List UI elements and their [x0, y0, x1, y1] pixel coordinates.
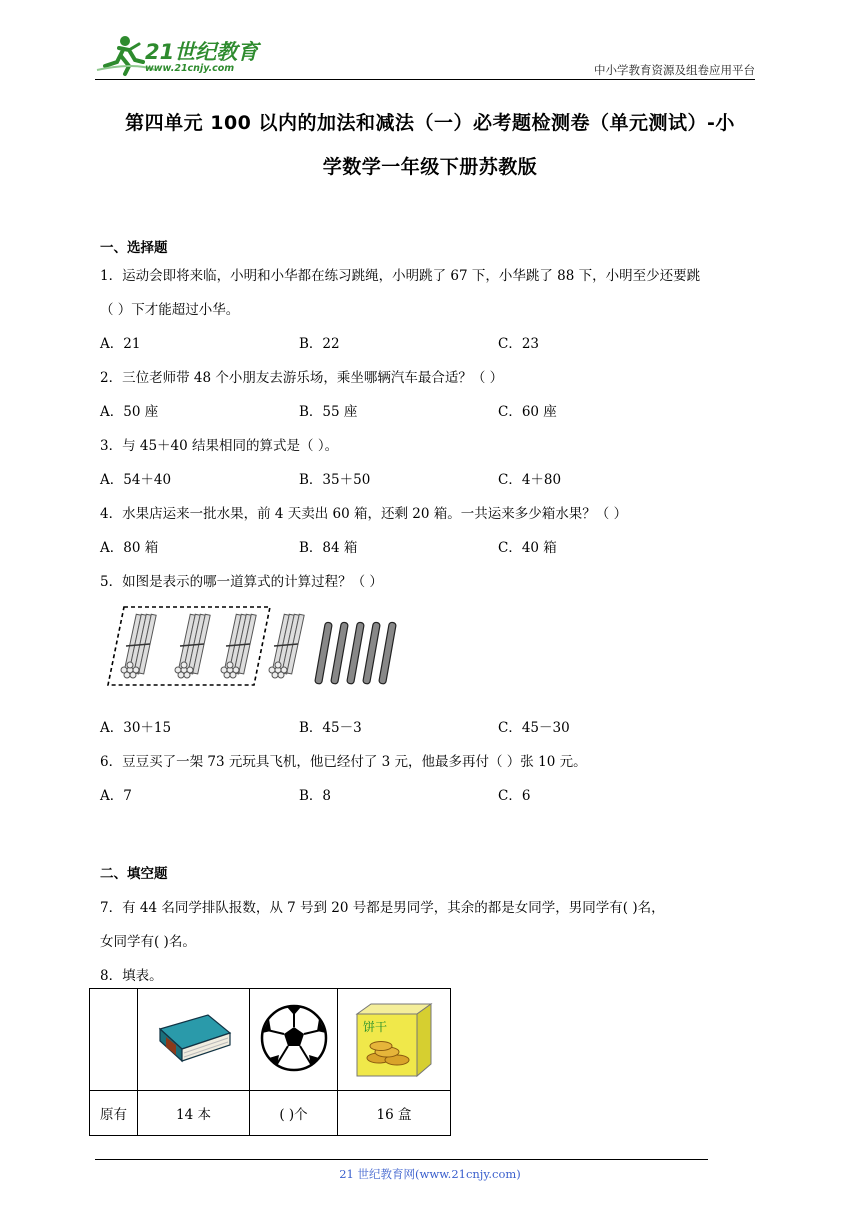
q6-option-b: B．8 — [299, 788, 332, 804]
bundle-of-ten-icon — [175, 614, 210, 678]
q1-option-b: B．22 — [299, 336, 340, 352]
logo-url: www.21cnjy.com — [145, 63, 235, 74]
q5-option-c: C．45－30 — [498, 720, 570, 736]
q2-option-c: C．60 座 — [498, 404, 557, 420]
q4-option-c: C．40 箱 — [498, 540, 557, 556]
ball-cell — [250, 989, 338, 1091]
q4-option-a: A．80 箱 — [100, 540, 159, 556]
balls-count-cell: ( )个 — [250, 1091, 338, 1136]
q5-option-b: B．45－3 — [299, 720, 362, 736]
question-7-line2: 女同学有( )名。 — [100, 934, 196, 950]
logo-text: 21世纪教育 — [145, 40, 259, 64]
boxes-count-cell: 16 盒 — [338, 1091, 451, 1136]
q6-option-c: C．6 — [498, 788, 531, 804]
stick-bundles-figure — [104, 604, 424, 688]
question-6: 6．豆豆买了一架 73 元玩具飞机，他已经付了 3 元，他最多再付（ ）张 10 元。 — [100, 754, 587, 770]
books-count-cell: 14 本 — [138, 1091, 250, 1136]
biscuit-label: 饼干 — [363, 1019, 388, 1034]
q3-option-a: A．54＋40 — [100, 472, 172, 488]
book-icon — [154, 1011, 234, 1065]
footer-text: 21 世纪教育网(www.21cnjy.com) — [339, 1167, 521, 1181]
q1-option-a: A．21 — [100, 336, 141, 352]
question-7-line1: 7．有 44 名同学排队报数，从 7 号到 20 号都是男同学，其余的都是女同学，男同学有( )名， — [100, 900, 665, 916]
book-cell — [138, 989, 250, 1091]
q6-option-a: A．7 — [100, 788, 132, 804]
q3-option-b: B．35＋50 — [299, 472, 371, 488]
site-label: 中小学教育资源及组卷应用平台 — [594, 63, 755, 77]
section-heading-choice: 一、选择题 — [100, 240, 168, 256]
row-label-original: 原有 — [90, 1091, 138, 1136]
question-5: 5．如图是表示的哪一道算式的计算过程？（ ） — [100, 574, 383, 590]
footer-divider — [95, 1159, 708, 1160]
question-2: 2．三位老师带 48 个小朋友去游乐场，乘坐哪辆汽车最合适？（ ） — [100, 370, 504, 386]
fill-table — [89, 988, 451, 1136]
question-3: 3．与 45＋40 结果相同的算式是（ ）。 — [100, 438, 339, 454]
soccer-ball-icon — [259, 1003, 329, 1073]
question-1-line1: 1．运动会即将来临，小明和小华都在练习跳绳，小明跳了 67 下，小华跳了 88 下，小明至少还要跳 — [100, 268, 701, 284]
page-title-line2: 学数学一年级下册苏教版 — [322, 156, 538, 178]
page-title-line1: 第四单元 100 以内的加法和减法（一）必考题检测卷（单元测试）-小 — [125, 112, 735, 134]
section-heading-fill: 二、填空题 — [100, 866, 168, 882]
q3-option-c: C．4＋80 — [498, 472, 562, 488]
bundle-of-ten-icon — [269, 614, 304, 678]
bundle-of-ten-icon — [121, 614, 156, 678]
question-8: 8．填表。 — [100, 968, 163, 984]
table-corner-cell — [90, 989, 138, 1091]
bundle-of-ten-icon — [221, 614, 256, 678]
logo — [95, 32, 265, 78]
q1-option-c: C．23 — [498, 336, 540, 352]
question-4: 4．水果店运来一批水果，前 4 天卖出 60 箱，还剩 20 箱。一共运来多少箱水果？（ ） — [100, 506, 628, 522]
question-1-line2: （ ）下才能超过小华。 — [100, 302, 240, 318]
single-stick-icon — [315, 622, 397, 684]
q4-option-b: B．84 箱 — [299, 540, 358, 556]
biscuit-box-cell — [338, 989, 451, 1091]
q5-option-a: A．30＋15 — [100, 720, 172, 736]
q2-option-b: B．55 座 — [299, 404, 358, 420]
q2-option-a: A．50 座 — [100, 404, 159, 420]
biscuit-box-icon — [351, 1000, 437, 1080]
header-divider — [95, 79, 755, 80]
